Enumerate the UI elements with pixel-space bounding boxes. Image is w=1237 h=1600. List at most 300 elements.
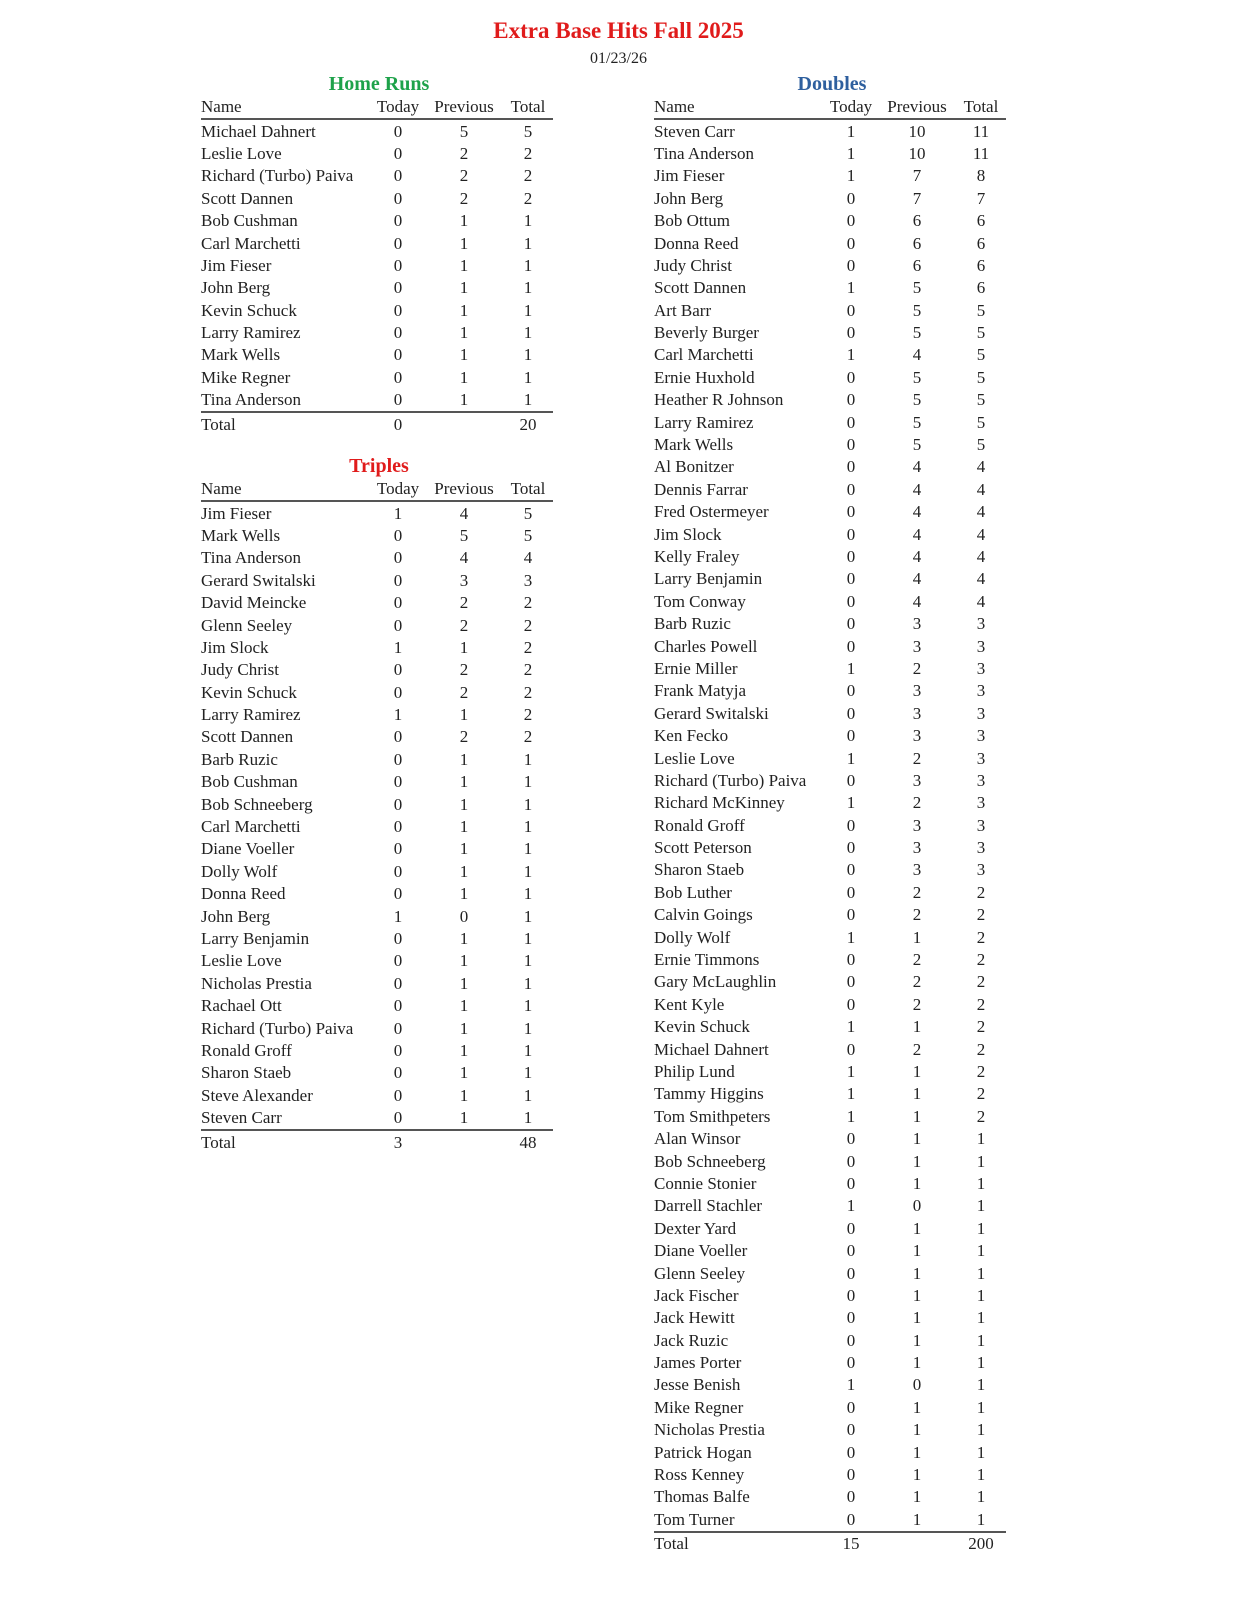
table-row: [201, 547, 553, 569]
total-value: 1: [523, 1063, 533, 1083]
table-row: [201, 637, 553, 659]
today-value: 0: [393, 1018, 403, 1038]
today-value: 0: [846, 1218, 856, 1238]
previous-value: 2: [459, 166, 469, 186]
total-value: 2: [523, 682, 533, 702]
total-value: 5: [976, 367, 986, 387]
today-value: 0: [846, 390, 856, 410]
player-name: Tom Conway: [654, 591, 746, 611]
previous-value: 1: [912, 1061, 922, 1081]
today-value: 1: [846, 927, 856, 947]
today-value: 0: [393, 973, 403, 993]
player-name: Scott Dannen: [201, 727, 294, 747]
today-value: 0: [393, 166, 403, 186]
previous-value: 10: [908, 143, 926, 163]
previous-value: 4: [912, 591, 922, 611]
table-row: [654, 1240, 1006, 1262]
table-row: [201, 704, 553, 726]
previous-value: 10: [908, 121, 926, 141]
triples-title: Triples: [349, 455, 409, 477]
total-value: 3: [976, 703, 986, 723]
table-row: [654, 1397, 1006, 1419]
total-value: 11: [972, 121, 990, 141]
today-value: 0: [846, 815, 856, 835]
previous-value: 1: [459, 1108, 469, 1128]
total-value: 4: [976, 591, 986, 611]
total-value: 2: [523, 188, 533, 208]
previous-value: 2: [912, 793, 922, 813]
total-value: 2: [976, 1061, 986, 1081]
today-value: 0: [393, 345, 403, 365]
today-value: 0: [846, 726, 856, 746]
total-value: 3: [976, 838, 986, 858]
player-name: Kent Kyle: [654, 994, 725, 1014]
table-row: [201, 255, 553, 277]
previous-value: 5: [912, 323, 922, 343]
table-header-row: [201, 478, 553, 501]
total-value: 1: [976, 1397, 986, 1417]
previous-value: 2: [459, 615, 469, 635]
total-value: 1: [523, 861, 533, 881]
table-row: [654, 1352, 1006, 1374]
today-value: 1: [846, 143, 856, 163]
today-value: 1: [846, 1375, 856, 1395]
today-value: 1: [846, 166, 856, 186]
table-row: [654, 1509, 1006, 1532]
previous-value: 1: [459, 749, 469, 769]
table-row: [654, 1038, 1006, 1060]
previous-value: 5: [912, 300, 922, 320]
total-value: 1: [976, 1330, 986, 1350]
total-value: 1: [523, 906, 533, 926]
table-row: [654, 165, 1006, 187]
table-row: [201, 322, 553, 344]
total-value: 4: [976, 524, 986, 544]
today-value: 0: [393, 570, 403, 590]
today-value: 0: [846, 1487, 856, 1507]
player-name: Gerard Switalski: [654, 703, 769, 723]
today-value: 0: [393, 884, 403, 904]
today-value: 0: [846, 614, 856, 634]
today-value: 0: [393, 615, 403, 635]
total-value: 2: [976, 1039, 986, 1059]
previous-value: 2: [459, 682, 469, 702]
today-value: 0: [846, 367, 856, 387]
total-value: 1: [523, 884, 533, 904]
previous-value: 2: [912, 905, 922, 925]
total-value: 5: [976, 323, 986, 343]
page-title: Extra Base Hits Fall 2025: [493, 18, 744, 43]
player-name: Jim Slock: [654, 524, 722, 544]
total-total: 200: [968, 1534, 994, 1554]
total-value: 6: [976, 278, 986, 298]
player-name: Dolly Wolf: [654, 927, 731, 947]
player-name: John Berg: [201, 278, 271, 298]
previous-value: 3: [912, 815, 922, 835]
previous-value: 4: [912, 569, 922, 589]
today-value: 0: [393, 861, 403, 881]
table-row: [201, 210, 553, 232]
previous-value: 1: [459, 390, 469, 410]
today-value: 0: [393, 278, 403, 298]
total-value: 1: [976, 1420, 986, 1440]
previous-value: 5: [912, 278, 922, 298]
today-value: 1: [846, 793, 856, 813]
previous-value: 3: [459, 570, 469, 590]
player-name: Bob Ottum: [654, 211, 731, 231]
total-value: 1: [976, 1285, 986, 1305]
today-value: 0: [393, 817, 403, 837]
table-row: [201, 143, 553, 165]
previous-value: 4: [912, 502, 922, 522]
table-row: [654, 904, 1006, 926]
total-value: 5: [976, 300, 986, 320]
player-name: Glenn Seeley: [201, 615, 293, 635]
player-name: Gerard Switalski: [201, 570, 316, 590]
player-name: Jim Slock: [201, 637, 269, 657]
total-value: 3: [976, 748, 986, 768]
previous-value: 3: [912, 681, 922, 701]
player-name: Steve Alexander: [201, 1085, 313, 1105]
today-value: 0: [393, 1040, 403, 1060]
table-row: [654, 232, 1006, 254]
table-row: [201, 749, 553, 771]
player-name: Bob Cushman: [201, 772, 298, 792]
player-name: Bob Luther: [654, 882, 732, 902]
player-name: Larry Ramirez: [201, 705, 301, 725]
table-row: [654, 949, 1006, 971]
previous-value: 5: [912, 412, 922, 432]
previous-value: 2: [912, 950, 922, 970]
table-row: [654, 1329, 1006, 1351]
col-today: Today: [829, 97, 873, 117]
previous-value: 1: [459, 839, 469, 859]
player-name: Philip Lund: [654, 1061, 735, 1081]
previous-value: 3: [912, 614, 922, 634]
previous-value: 3: [912, 770, 922, 790]
player-name: Ernie Huxhold: [654, 367, 755, 387]
total-value: 2: [976, 882, 986, 902]
table-row: [201, 793, 553, 815]
total-value: 1: [976, 1442, 986, 1462]
total-value: 5: [976, 390, 986, 410]
total-value: 1: [523, 749, 533, 769]
today-value: 0: [846, 1442, 856, 1462]
previous-value: 0: [912, 1375, 922, 1395]
total-value: 4: [976, 479, 986, 499]
today-value: 1: [846, 748, 856, 768]
total-value: 3: [976, 793, 986, 813]
player-name: Sharon Staeb: [201, 1063, 292, 1083]
player-name: Bob Cushman: [201, 211, 298, 231]
player-name: Larry Ramirez: [654, 412, 754, 432]
total-value: 1: [976, 1509, 986, 1529]
table-row: [201, 861, 553, 883]
col-previous: Previous: [434, 479, 494, 499]
total-value: 3: [976, 770, 986, 790]
home-runs-title: Home Runs: [328, 73, 430, 95]
total-value: 1: [976, 1375, 986, 1395]
table-row: [201, 883, 553, 905]
total-value: 5: [523, 121, 533, 141]
player-name: Mike Regner: [201, 367, 291, 387]
total-value: 1: [523, 1108, 533, 1128]
player-name: Richard (Turbo) Paiva: [654, 770, 807, 790]
player-name: Carl Marchetti: [201, 233, 301, 253]
player-name: James Porter: [654, 1353, 742, 1373]
table-row: [654, 1285, 1006, 1307]
today-value: 0: [846, 435, 856, 455]
table-row: [201, 1062, 553, 1084]
total-value: 1: [523, 233, 533, 253]
total-value: 2: [523, 727, 533, 747]
today-value: 0: [393, 839, 403, 859]
total-value: 7: [976, 188, 986, 208]
player-name: Jim Fieser: [201, 255, 272, 275]
table-row: [654, 1195, 1006, 1217]
table-row: [654, 277, 1006, 299]
table-row: [201, 232, 553, 254]
col-today: Today: [376, 479, 420, 499]
today-value: 0: [846, 1420, 856, 1440]
player-name: Jim Fieser: [201, 503, 272, 523]
today-value: 0: [393, 300, 403, 320]
today-value: 0: [846, 1039, 856, 1059]
total-value: 1: [523, 996, 533, 1016]
table-row: [654, 322, 1006, 344]
table-header-row: [201, 96, 553, 119]
previous-value: 1: [912, 1509, 922, 1529]
total-value: 5: [976, 345, 986, 365]
today-value: 0: [846, 1173, 856, 1193]
table-row: [654, 837, 1006, 859]
total-value: 5: [523, 525, 533, 545]
table-row: [654, 859, 1006, 881]
today-value: 0: [846, 770, 856, 790]
player-name: Art Barr: [654, 300, 712, 320]
today-value: 1: [393, 637, 403, 657]
table-row: [654, 770, 1006, 792]
total-label: Total: [201, 414, 236, 434]
today-value: 1: [846, 1017, 856, 1037]
player-name: Diane Voeller: [654, 1241, 748, 1261]
table-row: [201, 726, 553, 748]
player-name: John Berg: [654, 188, 724, 208]
previous-value: 1: [912, 927, 922, 947]
table-row: [201, 525, 553, 547]
previous-value: 0: [459, 906, 469, 926]
player-name: Leslie Love: [201, 951, 282, 971]
home-runs-body: [201, 119, 553, 435]
total-value: 2: [523, 143, 533, 163]
player-name: Judy Christ: [654, 255, 732, 275]
today-value: 0: [846, 905, 856, 925]
total-value: 1: [523, 839, 533, 859]
player-name: David Meincke: [201, 593, 307, 613]
total-value: 3: [976, 658, 986, 678]
table-row: [654, 747, 1006, 769]
player-name: Dennis Farrar: [654, 479, 748, 499]
today-value: 0: [846, 457, 856, 477]
previous-value: 3: [912, 838, 922, 858]
previous-value: 2: [912, 748, 922, 768]
total-value: 3: [976, 860, 986, 880]
total-value: 1: [523, 1085, 533, 1105]
previous-value: 7: [912, 188, 922, 208]
table-row: [201, 1040, 553, 1062]
today-value: 1: [846, 1061, 856, 1081]
today-value: 1: [846, 1084, 856, 1104]
total-value: 2: [523, 593, 533, 613]
player-name: Ken Fecko: [654, 726, 729, 746]
today-value: 0: [846, 994, 856, 1014]
today-value: 0: [393, 188, 403, 208]
table-row: [654, 792, 1006, 814]
table-row: [654, 815, 1006, 837]
table-row: [201, 1107, 553, 1130]
today-value: 0: [846, 703, 856, 723]
total-value: 6: [976, 233, 986, 253]
today-value: 0: [393, 525, 403, 545]
previous-value: 1: [459, 951, 469, 971]
previous-value: 1: [459, 861, 469, 881]
table-row: [654, 1441, 1006, 1463]
player-name: Ernie Miller: [654, 658, 738, 678]
today-value: 0: [846, 838, 856, 858]
table-row: [201, 188, 553, 210]
player-name: Ross Kenney: [654, 1465, 745, 1485]
player-name: Dolly Wolf: [201, 861, 278, 881]
player-name: Alan Winsor: [654, 1129, 741, 1149]
doubles-body: [654, 119, 1006, 1555]
table-row: [654, 1083, 1006, 1105]
previous-value: 1: [459, 278, 469, 298]
total-value: 2: [976, 994, 986, 1014]
table-row: [201, 973, 553, 995]
today-value: 0: [846, 479, 856, 499]
table-row: [654, 926, 1006, 948]
today-value: 0: [393, 367, 403, 387]
today-value: 0: [393, 772, 403, 792]
total-today: 15: [842, 1534, 860, 1554]
home-runs-section: [201, 72, 557, 436]
previous-value: 1: [459, 973, 469, 993]
player-name: Tina Anderson: [201, 548, 301, 568]
today-value: 0: [393, 121, 403, 141]
table-row: [654, 680, 1006, 702]
today-value: 1: [846, 1106, 856, 1126]
previous-value: 4: [459, 503, 469, 523]
today-value: 0: [846, 1241, 856, 1261]
total-value: 2: [523, 615, 533, 635]
player-name: Tina Anderson: [201, 390, 301, 410]
today-value: 1: [846, 1196, 856, 1216]
today-value: 1: [846, 121, 856, 141]
previous-value: 1: [459, 211, 469, 231]
previous-value: 2: [912, 658, 922, 678]
total-value: 1: [976, 1151, 986, 1171]
player-name: Tom Smithpeters: [654, 1106, 771, 1126]
today-value: 0: [846, 972, 856, 992]
today-value: 0: [846, 524, 856, 544]
total-value: 3: [976, 614, 986, 634]
table-row: [654, 411, 1006, 433]
total-value: 8: [976, 166, 986, 186]
total-value: 3: [976, 726, 986, 746]
previous-value: 1: [912, 1084, 922, 1104]
player-name: Leslie Love: [201, 143, 282, 163]
doubles-table: [654, 96, 1006, 1555]
player-name: Mark Wells: [201, 345, 281, 365]
today-value: 0: [393, 390, 403, 410]
table-row: [654, 882, 1006, 904]
total-value: 4: [976, 547, 986, 566]
total-value: 1: [523, 772, 533, 792]
total-today: 0: [393, 414, 403, 434]
today-value: 0: [846, 255, 856, 275]
table-row: [201, 905, 553, 927]
table-row: [654, 1486, 1006, 1508]
total-value: 1: [976, 1487, 986, 1507]
previous-value: 4: [912, 547, 922, 566]
table-row: [201, 367, 553, 389]
today-value: 0: [846, 502, 856, 522]
total-value: 3: [976, 636, 986, 656]
previous-value: 4: [912, 479, 922, 499]
table-row: [201, 614, 553, 636]
today-value: 1: [846, 345, 856, 365]
total-value: 1: [976, 1218, 986, 1238]
previous-value: 2: [912, 1039, 922, 1059]
total-value: 4: [976, 457, 986, 477]
total-value: 1: [523, 390, 533, 410]
today-value: 0: [846, 1308, 856, 1328]
player-name: Richard (Turbo) Paiva: [201, 1018, 354, 1038]
previous-value: 2: [459, 143, 469, 163]
table-row: [654, 1262, 1006, 1284]
table-row: [654, 1061, 1006, 1083]
table-row: [654, 1218, 1006, 1240]
today-value: 0: [393, 323, 403, 343]
total-value: 3: [523, 570, 533, 590]
total-value: 2: [976, 927, 986, 947]
previous-value: 1: [459, 323, 469, 343]
table-row: [654, 456, 1006, 478]
previous-value: 3: [912, 636, 922, 656]
previous-value: 1: [459, 817, 469, 837]
table-row: [654, 1307, 1006, 1329]
table-row: [654, 188, 1006, 210]
player-name: Ronald Groff: [201, 1040, 292, 1060]
total-value: 5: [976, 435, 986, 455]
col-previous: Previous: [887, 97, 947, 117]
table-row: [654, 703, 1006, 725]
col-today: Today: [376, 97, 420, 117]
today-value: 0: [846, 547, 856, 566]
today-value: 0: [846, 636, 856, 656]
doubles-title: Doubles: [797, 73, 867, 95]
previous-value: 2: [459, 727, 469, 747]
previous-value: 1: [912, 1487, 922, 1507]
col-name: Name: [201, 97, 242, 117]
player-name: Kelly Fraley: [654, 547, 740, 566]
player-name: Jim Fieser: [654, 166, 725, 186]
player-name: Jack Hewitt: [654, 1308, 735, 1328]
player-name: Ronald Groff: [654, 815, 745, 835]
today-value: 0: [846, 1397, 856, 1417]
total-value: 2: [976, 972, 986, 992]
table-row: [654, 210, 1006, 232]
